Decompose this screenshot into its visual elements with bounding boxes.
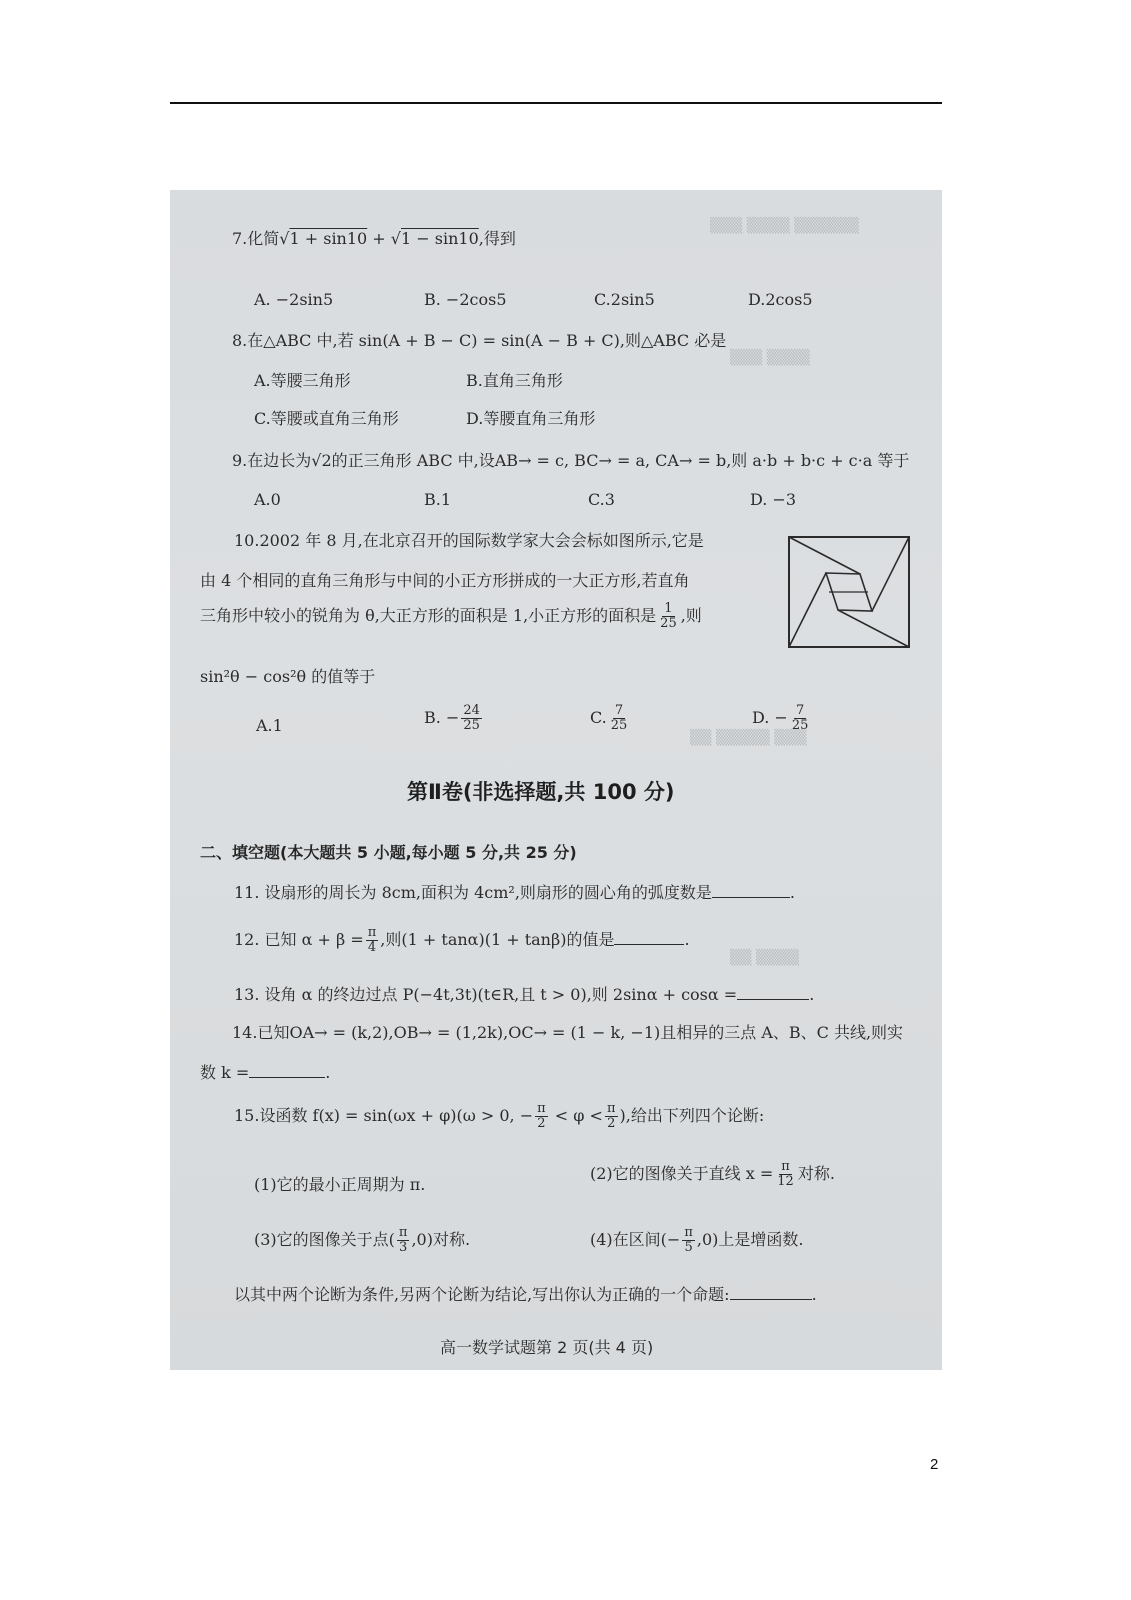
question-15-conclusion-2: (2)它的图像关于直线 x = $\frac{\pi}{12}$ 对称. — [590, 1159, 835, 1189]
question-14-line-2: 数 k = . — [200, 1063, 331, 1082]
question-15-stem: 15.设函数 f(x) = sin(ωx + φ)(ω > 0, − $\frac{\pi}{2}$ < φ < $\frac{\pi}{2}$ ),给出下列四个论断: — [234, 1101, 765, 1131]
fraction: $\frac{24}{25}$ — [463, 703, 480, 733]
fraction: $\frac{7}{25}$ — [610, 703, 628, 733]
answer-blank[interactable] — [614, 944, 684, 945]
question-10-option-a: A.1 — [256, 716, 283, 735]
question-8-option-a: A.等腰三角形 — [254, 371, 351, 390]
answer-blank[interactable] — [712, 897, 790, 898]
fraction: $\frac{\pi}{4}$ — [367, 925, 377, 955]
answer-blank[interactable] — [249, 1077, 325, 1078]
question-10-line-2: 由 4 个相同的直角三角形与中间的小正方形拼成的一大正方形,若直角 — [200, 571, 690, 590]
header-rule — [170, 102, 942, 104]
question-10-option-c: C. $\frac{7}{25}$ — [590, 703, 628, 733]
question-7-option-a: A. −2sin5 — [254, 290, 334, 309]
question-8-option-d: D.等腰直角三角形 — [466, 409, 596, 428]
question-7-stem: 7.化简√1 + sin10 + √1 − sin10,得到 — [232, 229, 516, 248]
bleed-through-texture: ▒▒ ▒▒▒▒▒ ▒▒▒ — [690, 730, 807, 746]
question-8-option-c: C.等腰或直角三角形 — [254, 409, 399, 428]
congress-logo-figure — [788, 536, 910, 648]
question-9-option-a: A.0 — [254, 490, 281, 509]
fraction: $\frac{\pi}{3}$ — [398, 1225, 408, 1255]
question-13: 13. 设角 α 的终边过点 P(−4t,3t)(t∈R,且 t > 0),则 2sinα + cosα = . — [234, 985, 815, 1004]
fraction: $\frac{\pi}{12}$ — [777, 1159, 794, 1189]
question-7-option-d: D.2cos5 — [748, 290, 813, 309]
question-15-final: 以其中两个论断为条件,另两个论断为结论,写出你认为正确的一个命题: . — [234, 1285, 817, 1304]
fraction: $\frac{\pi}{5}$ — [684, 1225, 693, 1255]
bleed-through-texture: ▒▒▒ ▒▒▒▒ ▒▒▒▒▒▒ — [710, 218, 859, 234]
fraction: $\frac{1}{25}$ — [660, 601, 677, 631]
page-number: 2 — [930, 1456, 939, 1473]
question-15-conclusion-1: (1)它的最小正周期为 π. — [254, 1175, 426, 1194]
question-10-line-4: sin²θ − cos²θ 的值等于 — [200, 667, 376, 686]
bleed-through-texture: ▒▒ ▒▒▒▒ — [730, 950, 800, 966]
question-12: 12. 已知 α + β = $\frac{\pi}{4}$ ,则(1 + tanα)(1 + tanβ)的值是 . — [234, 925, 690, 955]
question-11: 11. 设扇形的周长为 8cm,面积为 4cm²,则扇形的圆心角的弧度数是 . — [234, 883, 796, 902]
fraction: $\frac{\pi}{2}$ — [606, 1101, 616, 1131]
question-10-line-3: 三角形中较小的锐角为 θ,大正方形的面积是 1,小正方形的面积是 $\frac{1}{25}$ ,则 — [200, 601, 702, 631]
question-10-option-b: B. − $\frac{24}{25}$ — [424, 703, 480, 733]
question-10-option-d: D. − $\frac{7}{25}$ — [752, 703, 809, 733]
exam-footer-caption: 高一数学试题第 2 页(共 4 页) — [440, 1338, 654, 1357]
question-7-option-b: B. −2cos5 — [424, 290, 507, 309]
answer-blank[interactable] — [737, 999, 809, 1000]
question-7-option-c: C.2sin5 — [594, 290, 655, 309]
fraction: $\frac{7}{25}$ — [791, 703, 809, 733]
question-15-conclusion-3: (3)它的图像关于点( $\frac{\pi}{3}$ ,0)对称. — [254, 1225, 471, 1255]
part-two-heading: 二、填空题(本大题共 5 小题,每小题 5 分,共 25 分) — [200, 843, 577, 862]
bleed-through-texture: ▒▒▒ ▒▒▒▒ — [730, 350, 810, 366]
question-9-option-c: C.3 — [588, 490, 615, 509]
question-8-option-b: B.直角三角形 — [466, 371, 563, 390]
question-9-option-d: D. −3 — [750, 490, 797, 509]
answer-blank[interactable] — [730, 1299, 812, 1300]
fraction: $\frac{\pi}{2}$ — [537, 1101, 546, 1131]
question-9-stem: 9.在边长为√2的正三角形 ABC 中,设AB→ = c, BC→ = a, CA→ = b,则 a·b + b·c + c·a 等于 — [232, 451, 910, 470]
question-9-option-b: B.1 — [424, 490, 452, 509]
question-15-conclusion-4: (4)在区间(− $\frac{\pi}{5}$ ,0)上是增函数. — [590, 1225, 804, 1255]
question-8-stem: 8.在△ABC 中,若 sin(A + B − C) = sin(A − B + C),则△ABC 必是 — [232, 331, 727, 350]
question-10-line-1: 10.2002 年 8 月,在北京召开的国际数学家大会会标如图所示,它是 — [234, 531, 704, 550]
question-14-line-1: 14.已知OA→ = (k,2),OB→ = (1,2k),OC→ = (1 − k, −1)且相异的三点 A、B、C 共线,则实 — [232, 1023, 904, 1042]
section-title: 第Ⅱ卷(非选择题,共 100 分) — [407, 780, 675, 804]
scanned-exam-photo — [170, 190, 942, 1370]
